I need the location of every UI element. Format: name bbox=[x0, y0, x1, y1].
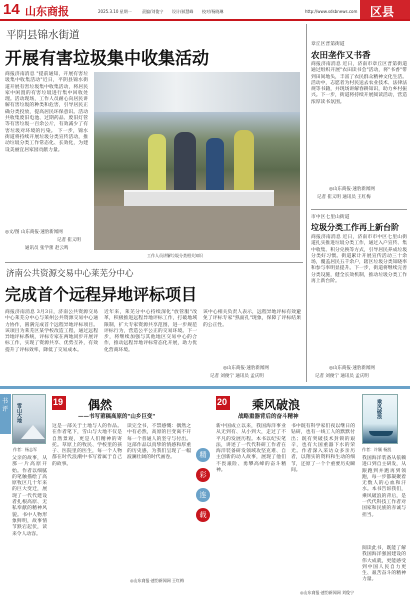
article-credit: ◎文/图 山东商报·速豹新闻网 bbox=[5, 230, 63, 235]
badge-char: 载 bbox=[196, 508, 210, 522]
photo-person bbox=[174, 132, 196, 196]
book-column: 我国海洋装备从依赖进口到自主研发，从跟跑到并跑再到领跑，每一步都凝聚着无数人的心血和汗水。本书告诉我们，乘风破浪的背后，是一代代科技工作者对国家和民族的赤诚与担当。 bbox=[362, 456, 406, 518]
book-column: 父亲的故事，从那一片高原开始。作者以细腻的笔触描绘了高原牧区几十年来的巨大变迁，展现了一代代建设者扎根高原、无私奉献的精神风貌。书中人物形象鲜明，故事情节跌宕起伏，读来令人动容。 bbox=[12, 456, 47, 537]
book-column: 阅读此书，既能了解我国海洋强国建设的伟大成就，更能感受到中国人民自力更生、艰苦奋斗的精神力量。 bbox=[362, 546, 406, 583]
photo-ground bbox=[94, 206, 300, 250]
mountain-icon bbox=[21, 425, 45, 439]
book-credit: ◎山东商报·速豹新闻网 刘俊宁 bbox=[300, 590, 355, 595]
article-photo bbox=[94, 72, 300, 250]
article-title: 农田垄作又书香 bbox=[311, 51, 371, 61]
ship-icon bbox=[369, 431, 393, 436]
article-kicker: 济南公共资源交易中心莱芜分中心 bbox=[6, 269, 134, 279]
article-reporter: 记者 刘俊宁 通讯员 孟庆明 bbox=[315, 374, 369, 379]
book-column: 书中既有科学家们夜以继日的钻研，也有一线工人的默默付出；既有突破技术封锁的艰辛，也有大国重器下水的荣光。作者深入采访众多亲历者，以翔实的资料和生动的细节，还原了一个个重要历史瞬间。 bbox=[291, 424, 355, 474]
article-paragraph: 商报济南消息 "提前通知，开展有害垃圾集中收集活动"近日，平阴县锦水街道开展有害垃圾集中收集活动，将居民家中闲置的有害垃圾进行集中回收处理。活动现场，工作人员耐心向居民讲解有害垃圾的种类和危害，引导居民正确分类投放，提高居民环保意识。活动共收集废旧电池、过期药品、废旧灯管等有害垃圾一百余公斤，有效减少了有害垃圾对环境的污染。 bbox=[5, 72, 88, 134]
article-kicker: 市中区七里山街道 bbox=[311, 215, 350, 220]
badge-char: 彩 bbox=[196, 468, 210, 482]
article-reporter: 记者 刘俊宁 通讯员 孟庆明 bbox=[210, 374, 264, 379]
book-credit: ◎山东商报·速豹新闻网 王红梅 bbox=[130, 578, 185, 583]
book-cover-title: 乘风破浪 bbox=[376, 399, 382, 419]
article-credit: ◎山东商报·速豹新闻网 bbox=[329, 366, 375, 371]
header-divider bbox=[0, 19, 410, 21]
article-paragraph: 下一步，锦水街道将持续开展垃圾分类宣传活动，推动垃圾分类工作常态化、长效化，为建设美丽宜居家园贡献力量。 bbox=[5, 128, 88, 153]
designer: 设计/郝慧峰 bbox=[172, 9, 194, 14]
article-reporter: 记者 崔义明 通讯员 王红梅 bbox=[317, 195, 371, 200]
highlight-badge bbox=[196, 448, 210, 524]
article-title: 开展有害垃圾集中收集活动 bbox=[5, 49, 209, 69]
article-kicker: 章丘区晋第街道 bbox=[311, 42, 345, 47]
book-number-badge bbox=[216, 396, 230, 410]
article-correspondent: 通讯员 张学蕾 赵云鸣 bbox=[25, 246, 69, 251]
article-title: 完成首个远程异地评标项目 bbox=[5, 285, 198, 304]
article-credit: ◎山东商报·速豹新闻网 bbox=[223, 366, 269, 371]
photo-person bbox=[206, 138, 224, 192]
article-body bbox=[5, 72, 88, 222]
article-kicker: 平阴县锦水街道 bbox=[6, 29, 80, 41]
badge-char: 精 bbox=[196, 448, 210, 462]
book-column: 新中国成立以来，我国海洋事业从无到有、从小到大，走过了不平凡的发展历程。本书以纪实笔法，讲述了一代代科研工作者在海洋装备研发领域攻坚克难、自主创新的动人故事，展现了他们不畏艰险、勇攀高峰的奋斗精神。 bbox=[216, 424, 286, 474]
photo-person bbox=[148, 134, 166, 192]
article-title: 垃圾分类工作再上新台阶 bbox=[311, 223, 399, 232]
article-body: 商报济南消息 近日，济南市市中区七里山街道扎实推进垃圾分类工作，通过入户宣传、集中收集、积分兑换等方式，引导居民养成垃圾分类好习惯。街道累计开展宣传活动三十余场，覆盖居民五千余户，辖区垃圾分类知晓率和参与率明显提升。下一步，街道将继续完善分类设施，健全长效机制，推动垃圾分类工作再上新台阶。 bbox=[311, 235, 407, 285]
book-tag bbox=[0, 394, 11, 434]
book-number-badge bbox=[52, 396, 66, 410]
page-number: 14 bbox=[3, 1, 20, 18]
proofreader: 校对/杨晓琳 bbox=[202, 9, 224, 14]
book-cover-title: 雪山大地 bbox=[16, 403, 22, 423]
article-column: 商报济南消息 3月3日，济南公共资源交易中心莱芜分中心与莱州公共资源交易中心通力协作，圆满完成首个远程异地评标项目。该项目为莱芜区某学校改造工程，通过远程异地评标系统，评标专家在两地同步开展评标工作，实现了资源共享、优势互补，有效提升了评标效率，降低了交易成本。 bbox=[5, 310, 98, 353]
book-author: 作者：许颖 杨凯 bbox=[362, 447, 392, 452]
book-column: 读完全书，不禁感慨：偶然之中有必然，高原的巨变离不开每一个普通人的坚守与付出。这部作品以真挚的情感和厚重的历史感，为我们呈现了一幅波澜壮阔的时代画卷。 bbox=[127, 424, 191, 461]
editor: 责编/刘俊宁 bbox=[142, 9, 164, 14]
paper-name: 山东商报 bbox=[25, 5, 69, 18]
article-body: 商报济南消息 近日，济南市章丘区晋第街道通过组织开展"农田读书会"活动，将"书香"带到田间地头，丰富了农民群众精神文化生活。活动中，志愿者为村民送去农业技术、法律法规等书籍，并现场讲解春耕知识，助力乡村振兴。下一步，街道将持续开展阅读活动，营造浓厚读书氛围。 bbox=[311, 62, 407, 105]
book-section-top-rule bbox=[0, 386, 410, 389]
book-author: 作者：杨志军 bbox=[13, 447, 37, 452]
book-cover bbox=[12, 394, 46, 444]
book-subtitle: ——书写莆稿高原的"山乡巨变" bbox=[78, 414, 156, 420]
book-subtitle: 战略重器背后的奋斗精神 bbox=[238, 414, 299, 420]
photo-person bbox=[234, 130, 254, 192]
article-divider bbox=[5, 262, 303, 263]
article-reporter: 记者 崔义明 bbox=[57, 238, 81, 243]
book-cover bbox=[362, 394, 398, 444]
side-article-reading bbox=[311, 40, 407, 206]
section-label: 区县 bbox=[370, 5, 395, 19]
issue-date: 2025.3.10 星期一 bbox=[98, 9, 132, 14]
photo-table bbox=[124, 190, 274, 206]
book-column: 这是一部关于土地与人的作品。在作者笔下，雪山与大地不仅是自然景观，更是人们精神的寄托。草原上的牧民、学校里的孩子、医院里的医生，每一个人物都在时代浪潮中书写着属于自己的故事。 bbox=[52, 424, 122, 467]
badge-char: 连 bbox=[196, 488, 210, 502]
book-number: 20 bbox=[217, 397, 228, 407]
side-divider bbox=[311, 209, 407, 210]
book-number: 19 bbox=[53, 397, 64, 407]
photo-caption: 工作人员讲解垃圾分类相关知识 bbox=[147, 253, 203, 258]
article-column: 该中心相关负责人表示，远程异地评标有效避免了评标专家"熟面孔"现象，保障了评标结果的公正性。 bbox=[203, 310, 301, 328]
side-article-sorting bbox=[311, 213, 407, 383]
article-remote-bidding bbox=[5, 266, 303, 384]
book-title: 偶然 bbox=[88, 398, 113, 412]
page-header bbox=[0, 0, 410, 20]
article-garbage-collection bbox=[5, 26, 303, 258]
article-column: 近年来，莱芜分中心持续深化"放管服"改革，积极推进远程异地评标工作，打破地域限制，扩大专家资源共享范围，进一步规范评标行为，营造公平公正的交易环境。下一步，将继续加强与其他地区交易中心的合作，推动远程异地评标常态化开展，助力优化营商环境。 bbox=[104, 310, 197, 353]
book-title: 乘风破浪 bbox=[252, 398, 301, 412]
book-tag-label: 书评 bbox=[2, 398, 9, 413]
article-credit: ◎山东商报·速豹新闻网 bbox=[329, 187, 375, 192]
photo-building bbox=[94, 72, 300, 112]
book-section-band bbox=[0, 386, 410, 602]
website-url[interactable]: http://www.sdsbnews.com bbox=[305, 9, 358, 14]
column-divider bbox=[306, 24, 307, 382]
section-tab bbox=[360, 0, 410, 20]
